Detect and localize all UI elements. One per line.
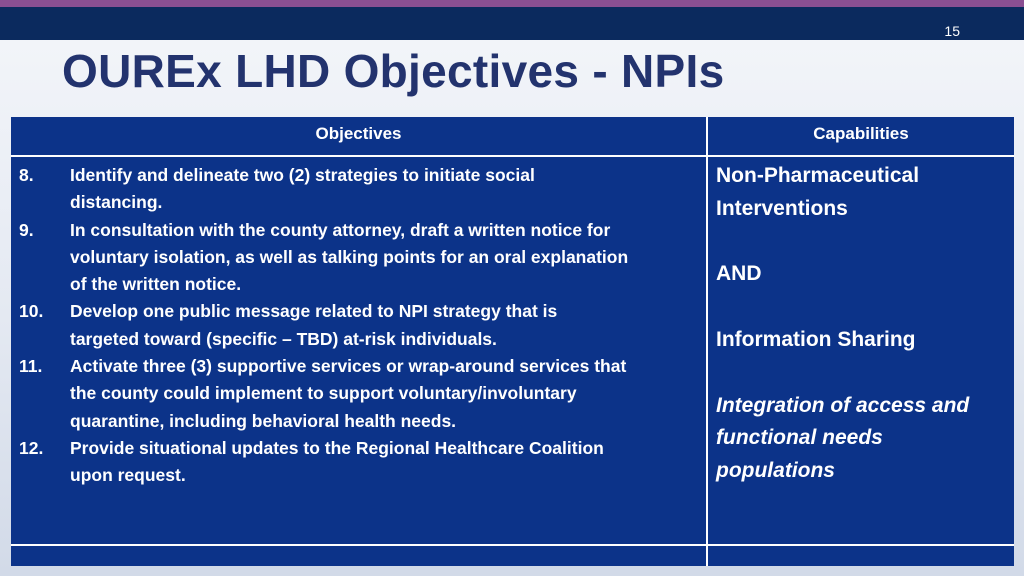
objective-line: targeted toward (specific – TBD) at-risk individuals.	[70, 328, 497, 349]
objective-line: Identify and delineate two (2) strategies to initiate social	[70, 165, 535, 185]
objective-number: 8.	[19, 165, 34, 185]
top-bar	[0, 7, 1024, 40]
objective-text	[70, 435, 702, 490]
objective-line: voluntary isolation, as well as talking points for an oral explanation	[70, 246, 629, 267]
slide-title: OUREx LHD Objectives - NPIs	[62, 45, 725, 97]
capabilities-footer-cell	[708, 546, 1014, 566]
capability-integration-line: Integration of access and	[716, 393, 970, 417]
objective-line: of the written notice.	[70, 274, 242, 295]
capability-and: AND	[716, 262, 762, 286]
objective-number: 10.	[19, 301, 44, 322]
objective-text	[70, 298, 702, 353]
objectives-footer-cell	[11, 546, 706, 566]
objective-line: distancing.	[70, 192, 163, 213]
objective-item	[19, 162, 702, 217]
spacer	[716, 291, 1010, 324]
objective-line: In consultation with the county attorney, draft a written notice for	[70, 219, 611, 240]
objectives-cell	[11, 157, 706, 544]
capability-npi-line: Non-Pharmaceutical	[716, 164, 920, 187]
objective-number: 11.	[19, 356, 43, 377]
capability-npi-line: Interventions	[716, 196, 848, 220]
spacer	[716, 226, 1010, 259]
objective-item	[19, 298, 702, 353]
objective-number: 12.	[19, 437, 44, 458]
capability-integration-line: functional needs	[716, 426, 883, 450]
objective-number: 9.	[19, 219, 34, 240]
spacer	[716, 357, 1010, 390]
capability-info-sharing: Information Sharing	[716, 327, 916, 351]
objective-line: quarantine, including behavioral health needs.	[70, 410, 457, 431]
objective-text	[70, 217, 702, 299]
objective-line: upon request.	[70, 465, 186, 486]
slide-number: 15	[944, 23, 960, 39]
objective-text	[70, 162, 702, 217]
capabilities-cell	[708, 157, 1014, 544]
objective-line: Develop one public message related to NPI strategy that is	[70, 301, 558, 322]
objectives-header: Objectives	[11, 117, 706, 155]
objectives-list	[19, 162, 702, 490]
objective-item	[19, 435, 702, 490]
top-accent-stripe	[0, 0, 1024, 7]
objectives-table	[11, 117, 1014, 566]
objective-line: Activate three (3) supportive services or wrap-around services that	[70, 356, 627, 377]
capabilities-header: Capabilities	[708, 117, 1014, 155]
objective-item	[19, 217, 702, 299]
objective-item	[19, 353, 702, 435]
objective-line: the county could implement to support voluntary/involuntary	[70, 383, 577, 404]
objective-text	[70, 353, 702, 435]
capability-integration-line: populations	[716, 459, 835, 483]
objective-line: Provide situational updates to the Regional Healthcare Coalition	[70, 437, 604, 458]
